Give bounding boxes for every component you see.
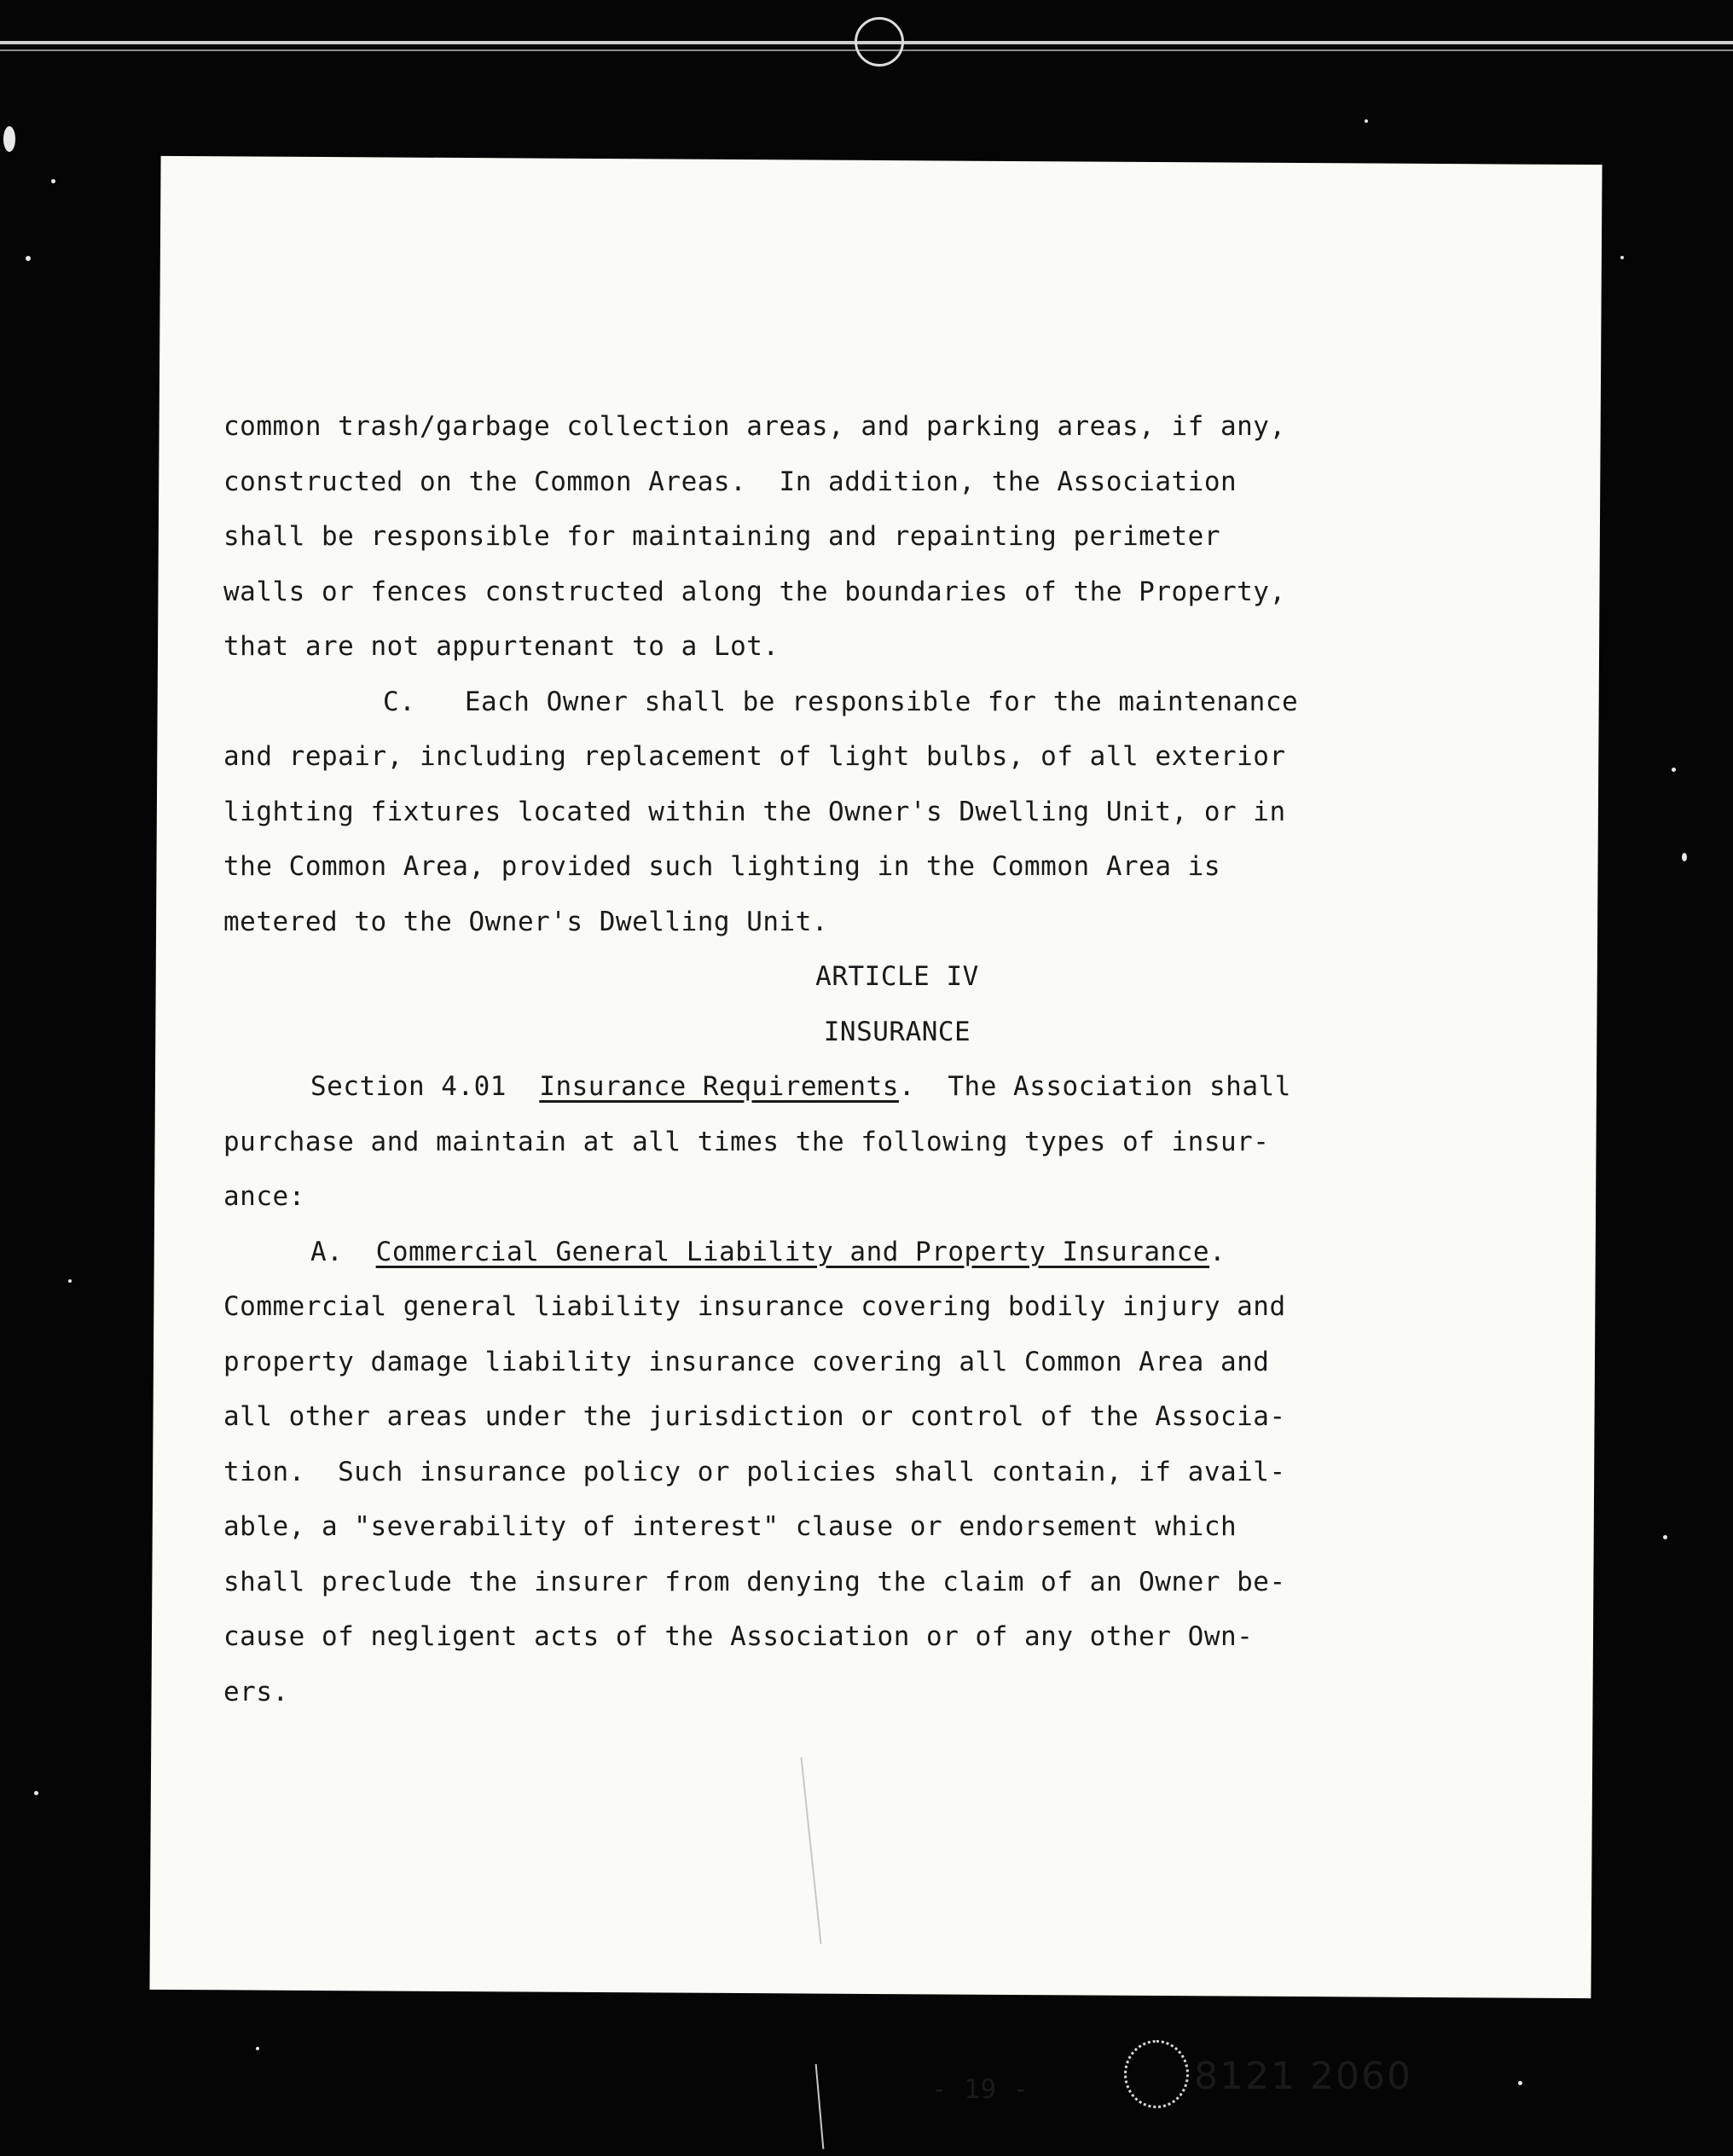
article-title: INSURANCE	[823, 1016, 971, 1047]
scan-speck	[1672, 768, 1676, 772]
scan-speck	[3, 126, 15, 152]
item-a-line: tion. Such insurance policy or policies shall contain, if avail-	[223, 1456, 1286, 1487]
scan-speck	[1620, 256, 1624, 259]
scan-speck	[1682, 853, 1687, 861]
body-line: that are not appurtenant to a Lot.	[223, 631, 780, 662]
paragraph-c-line: and repair, including replacement of light bulbs, of all exterior	[223, 741, 1286, 772]
scan-speck	[51, 179, 55, 183]
paragraph-c-line: lighting fixtures located within the Owner's Dwelling Unit, or in	[223, 796, 1286, 827]
section-heading-continuation: . The Association shall	[898, 1071, 1291, 1102]
scan-speck	[1518, 2081, 1522, 2085]
section-line: purchase and maintain at all times the following types of insur-	[223, 1126, 1270, 1157]
scan-speck	[68, 1279, 72, 1283]
scan-speck	[1365, 119, 1368, 123]
document-number: 8121 2060	[1194, 2055, 1412, 2098]
body-line: constructed on the Common Areas. In addition, the Association	[223, 466, 1237, 497]
item-a-line: all other areas under the jurisdiction or control of the Associa-	[223, 1401, 1286, 1432]
scan-speck	[1663, 1535, 1667, 1539]
section-heading-line	[223, 1059, 1503, 1115]
scan-speck	[34, 1791, 38, 1795]
item-a-line: Commercial general liability insurance covering bodily injury and	[223, 1291, 1286, 1322]
item-a-heading-continuation: .	[1209, 1236, 1226, 1267]
item-a-letter: A.	[310, 1236, 344, 1267]
body-line: common trash/garbage collection areas, and parking areas, if any,	[223, 411, 1286, 442]
item-a-heading-line	[223, 1225, 1503, 1280]
section-heading: Insurance Requirements	[539, 1071, 899, 1102]
document-body	[223, 399, 1503, 2105]
seal-stamp-icon	[1124, 2040, 1189, 2108]
item-a-line: ers.	[223, 1676, 289, 1707]
section-line: ance:	[223, 1181, 305, 1212]
scan-speck	[26, 256, 31, 261]
item-a-line: cause of negligent acts of the Association or of any other Own-	[223, 1621, 1254, 1652]
top-ornament-icon	[855, 17, 904, 67]
scan-speck	[256, 2047, 259, 2050]
body-line: walls or fences constructed along the boundaries of the Property,	[223, 576, 1286, 607]
item-a-line: able, a "severability of interest" clause or endorsement which	[223, 1511, 1237, 1542]
item-a-heading: Commercial General Liability and Property Insurance	[375, 1236, 1209, 1267]
page-number: - 19 -	[931, 2074, 1029, 2105]
paragraph-c-line: C. Each Owner shall be responsible for the maintenance	[383, 686, 1299, 717]
item-a-line: shall preclude the insurer from denying the claim of an Owner be-	[223, 1566, 1286, 1597]
item-a-line: property damage liability insurance covering all Common Area and	[223, 1346, 1270, 1377]
section-number: Section 4.01	[310, 1071, 507, 1102]
body-line: shall be responsible for maintaining and repainting perimeter	[223, 521, 1220, 552]
article-heading: ARTICLE IV	[815, 961, 979, 992]
paragraph-c-line: metered to the Owner's Dwelling Unit.	[223, 906, 829, 937]
paragraph-c-line: the Common Area, provided such lighting in the Common Area is	[223, 851, 1220, 882]
scan-scratch	[815, 2064, 825, 2149]
